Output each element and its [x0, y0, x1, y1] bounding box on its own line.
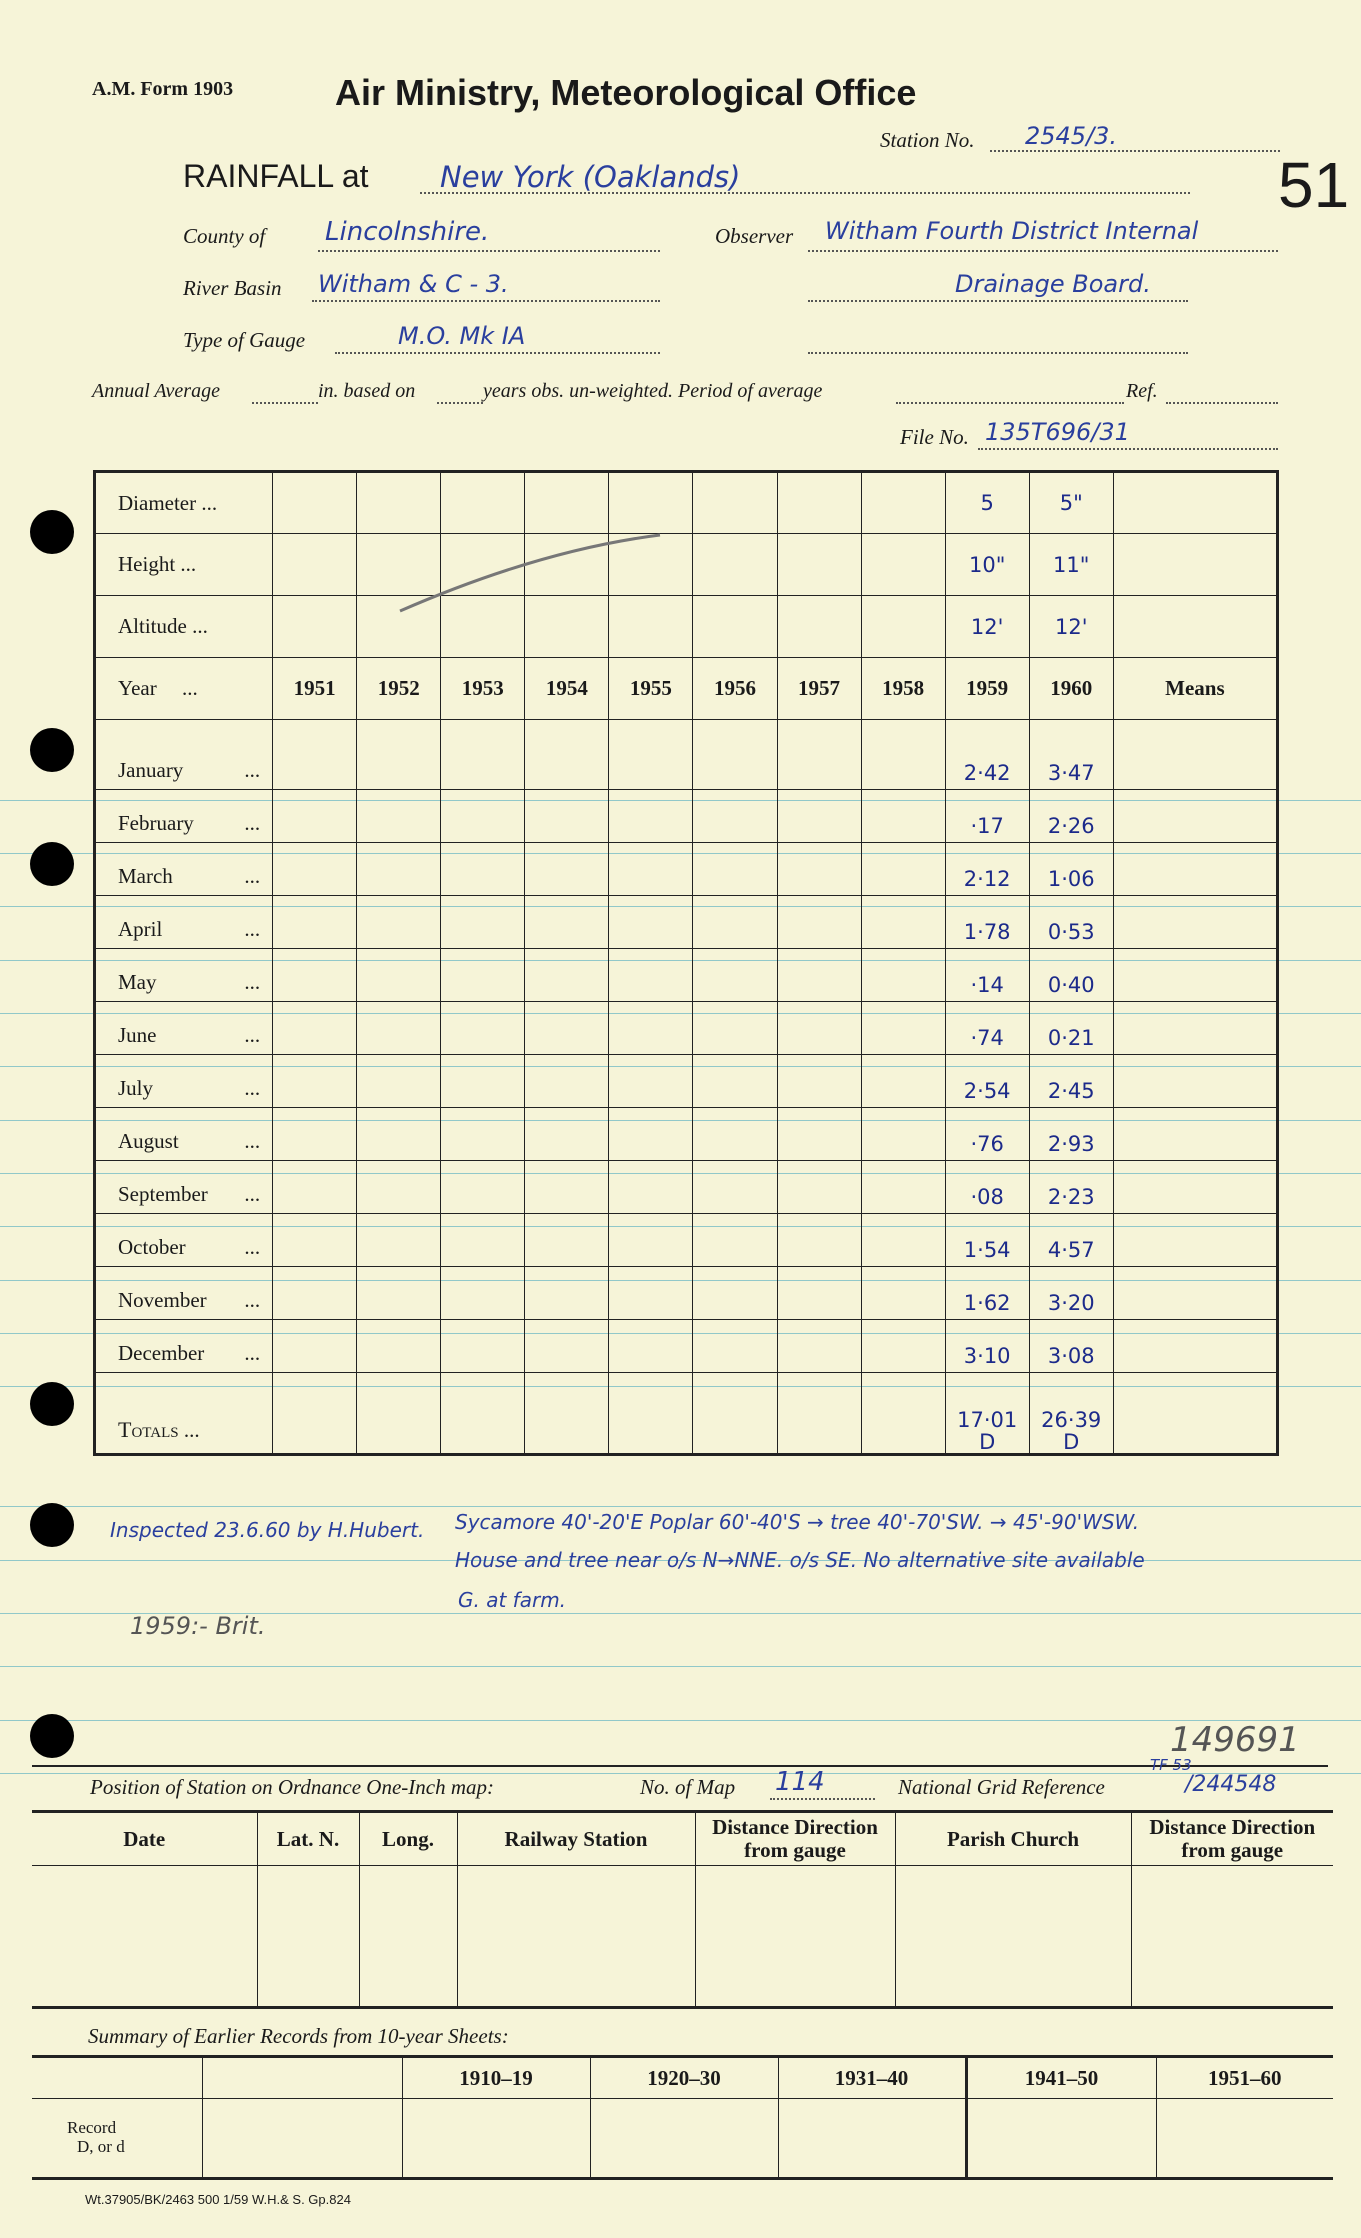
punch-hole [30, 510, 74, 554]
file-no-label: File No. [900, 425, 969, 449]
month-label: March [118, 864, 173, 888]
altitude-1960: 12' [1029, 596, 1113, 658]
punch-hole [30, 1382, 74, 1426]
record-label: Record [67, 2118, 117, 2138]
value-1960: 1·06 [1029, 843, 1113, 896]
col-parish-church: Parish Church [895, 1812, 1131, 1866]
value-1959: ·17 [945, 790, 1029, 843]
value-1960: 3·47 [1029, 720, 1113, 790]
month-label: July [118, 1076, 154, 1100]
col-railway: Railway Station [457, 1812, 695, 1866]
value-1960: 2·93 [1029, 1108, 1113, 1161]
value-1960: 2·26 [1029, 790, 1113, 843]
observer-line-2: Drainage Board. [955, 270, 1151, 298]
punch-hole [30, 842, 74, 886]
value-1959: ·14 [945, 949, 1029, 1002]
year-header: 1958 [861, 658, 945, 720]
value-1960: 3·20 [1029, 1267, 1113, 1320]
rainfall-location: New York (Oaklands) [440, 160, 741, 194]
value-1959: 2·12 [945, 843, 1029, 896]
rainfall-table: Diameter ... 5 5" Height ... 10" 11" Altitude ... 12' 12' Year ... 1951 1952 1953 1954 1955 1956 1957 1958 1959 1960 Means January ... 2·42 3·47 February ... ·17 2·26 March ... 2·12 1·06 April ... 1·78 0·53 May ... ·14 0·40 June ... ·74 0·21 July ... 2·54 2·45 August ... ·76 2·93 September ... ·08 2·23 October ... 1·54 4·57 November ... 1·62 3·20 December ... 3·10 3·08 Totals ... 17·01 D 26·39 D [93, 470, 1279, 1456]
col-lat: Lat. N. [257, 1812, 359, 1866]
decade-header: 1931–40 [778, 2057, 966, 2099]
height-1959: 10" [945, 534, 1029, 596]
annual-in-label: in. based on [318, 380, 416, 402]
decade-header: 1910–19 [402, 2057, 590, 2099]
month-row: September ... ·08 2·23 [95, 1161, 1278, 1214]
value-1959: ·76 [945, 1108, 1029, 1161]
value-1960: 2·23 [1029, 1161, 1113, 1214]
month-label: August [118, 1129, 179, 1153]
month-row: May ... ·14 0·40 [95, 949, 1278, 1002]
position-table [32, 1810, 1333, 2009]
height-label: Height [118, 552, 176, 576]
value-1959: ·74 [945, 1002, 1029, 1055]
grid-ref: /244548 [1185, 1772, 1277, 1797]
month-row: December ... 3·10 3·08 [95, 1320, 1278, 1373]
month-row: February ... ·17 2·26 [95, 790, 1278, 843]
punch-hole [30, 728, 74, 772]
page-title: Air Ministry, Meteorological Office [335, 72, 917, 113]
year-header: 1955 [609, 658, 693, 720]
river-basin-label: River Basin [183, 276, 282, 300]
inspection-note: Inspected 23.6.60 by H.Hubert. [110, 1518, 425, 1542]
ref-label: Ref. [1126, 380, 1158, 402]
value-1959: 2·54 [945, 1055, 1029, 1108]
summary-label: Summary of Earlier Records from 10-year Sheets: [88, 2024, 509, 2048]
total-1959: 17·01 [957, 1407, 1018, 1432]
site-note-line-3: G. at farm. [458, 1588, 567, 1612]
page-number: 51 [1278, 149, 1350, 221]
month-row: March ... 2·12 1·06 [95, 843, 1278, 896]
pencil-strike [390, 525, 680, 615]
month-label: September [118, 1182, 208, 1206]
file-no: 135T696/31 [985, 418, 1130, 446]
map-number: 114 [775, 1767, 825, 1797]
total-mark-1959: D [979, 1429, 996, 1454]
month-row: July ... 2·54 2·45 [95, 1055, 1278, 1108]
year-header: 1957 [777, 658, 861, 720]
col-long: Long. [359, 1812, 457, 1866]
total-mark-1960: D [1063, 1429, 1080, 1454]
month-label: October [118, 1235, 186, 1259]
position-label: Position of Station on Ordnance One-Inch map: [90, 1775, 494, 1799]
punch-hole [30, 1503, 74, 1547]
year-header: 1956 [693, 658, 777, 720]
map-label: No. of Map [640, 1775, 736, 1799]
diameter-1960: 5" [1029, 472, 1113, 534]
year-header: 1954 [525, 658, 609, 720]
summary-table [32, 2055, 1333, 2180]
year-header: 1960 [1029, 658, 1113, 720]
site-note-line-1: Sycamore 40'-20'E Poplar 60'-40'S → tree 40'-70'SW. → 45'-90'WSW. [455, 1510, 1140, 1534]
value-1959: 2·42 [945, 720, 1029, 790]
river-basin: Witham & C - 3. [318, 270, 509, 298]
grid-ref-label: National Grid Reference [898, 1775, 1105, 1799]
total-1960: 26·39 [1041, 1407, 1102, 1432]
site-note-line-2: House and tree near o/s N→NNE. o/s SE. No alternative site available [455, 1548, 1145, 1572]
gauge-type: M.O. Mk IA [398, 322, 526, 350]
annual-average-label: Annual Average [92, 380, 220, 402]
month-label: December [118, 1341, 205, 1365]
year-header: 1952 [357, 658, 441, 720]
decade-header: 1920–30 [590, 2057, 778, 2099]
month-label: June [118, 1023, 157, 1047]
year-header: 1953 [441, 658, 525, 720]
month-row: April ... 1·78 0·53 [95, 896, 1278, 949]
month-row: August ... ·76 2·93 [95, 1108, 1278, 1161]
county: Lincolnshire. [325, 217, 490, 247]
decade-header: 1941–50 [966, 2057, 1156, 2099]
altitude-1959: 12' [945, 596, 1029, 658]
diameter-1959: 5 [945, 472, 1029, 534]
gauge-label: Type of Gauge [183, 328, 306, 352]
col-distance-church: Distance Direction from gauge [1131, 1812, 1333, 1866]
month-label: May [118, 970, 157, 994]
grid-ref-prefix: TF 53 [1150, 1756, 1192, 1774]
year-header: 1959 [945, 658, 1029, 720]
value-1960: 2·45 [1029, 1055, 1113, 1108]
value-1959: 1·78 [945, 896, 1029, 949]
month-row: November ... 1·62 3·20 [95, 1267, 1278, 1320]
month-row: June ... ·74 0·21 [95, 1002, 1278, 1055]
reference-number: 149691 [1170, 1720, 1300, 1760]
value-1960: 0·21 [1029, 1002, 1113, 1055]
col-distance-railway: Distance Direction from gauge [695, 1812, 895, 1866]
month-row: January ... 2·42 3·47 [95, 720, 1278, 790]
observer: Witham Fourth District Internal [825, 217, 1199, 245]
record-label-2: D, or d [77, 2137, 125, 2156]
diameter-label: Diameter [118, 490, 197, 515]
value-1960: 0·53 [1029, 896, 1113, 949]
station-no: 2545/3. [1025, 122, 1118, 150]
value-1960: 0·40 [1029, 949, 1113, 1002]
decade-header: 1951–60 [1156, 2057, 1333, 2099]
print-line: Wt.37905/BK/2463 500 1/59 W.H.& S. Gp.824 [85, 2192, 351, 2207]
col-date: Date [32, 1812, 257, 1866]
annual-years-label: years obs. un-weighted. Period of average [483, 380, 823, 402]
station-no-label: Station No. [880, 128, 975, 152]
form-number: A.M. Form 1903 [92, 78, 234, 100]
altitude-label: Altitude [118, 614, 187, 638]
month-label: February [118, 811, 194, 835]
year-header: 1951 [273, 658, 357, 720]
value-1959: 1·54 [945, 1214, 1029, 1267]
value-1960: 3·08 [1029, 1320, 1113, 1373]
month-label: January [118, 758, 184, 782]
punch-hole [30, 1714, 74, 1758]
value-1959: 3·10 [945, 1320, 1029, 1373]
totals-label: Totals [118, 1417, 179, 1442]
month-label: April [118, 917, 163, 941]
height-1960: 11" [1029, 534, 1113, 596]
month-label: November [118, 1288, 207, 1312]
rainfall-label: RAINFALL at [183, 158, 369, 194]
note-1959: 1959:- Brit. [130, 1612, 266, 1640]
value-1959: ·08 [945, 1161, 1029, 1214]
means-header: Means [1113, 658, 1277, 720]
value-1960: 4·57 [1029, 1214, 1113, 1267]
observer-label: Observer [715, 224, 794, 248]
county-label: County of [183, 224, 266, 248]
year-label: Year [118, 676, 157, 700]
month-row: October ... 1·54 4·57 [95, 1214, 1278, 1267]
value-1959: 1·62 [945, 1267, 1029, 1320]
